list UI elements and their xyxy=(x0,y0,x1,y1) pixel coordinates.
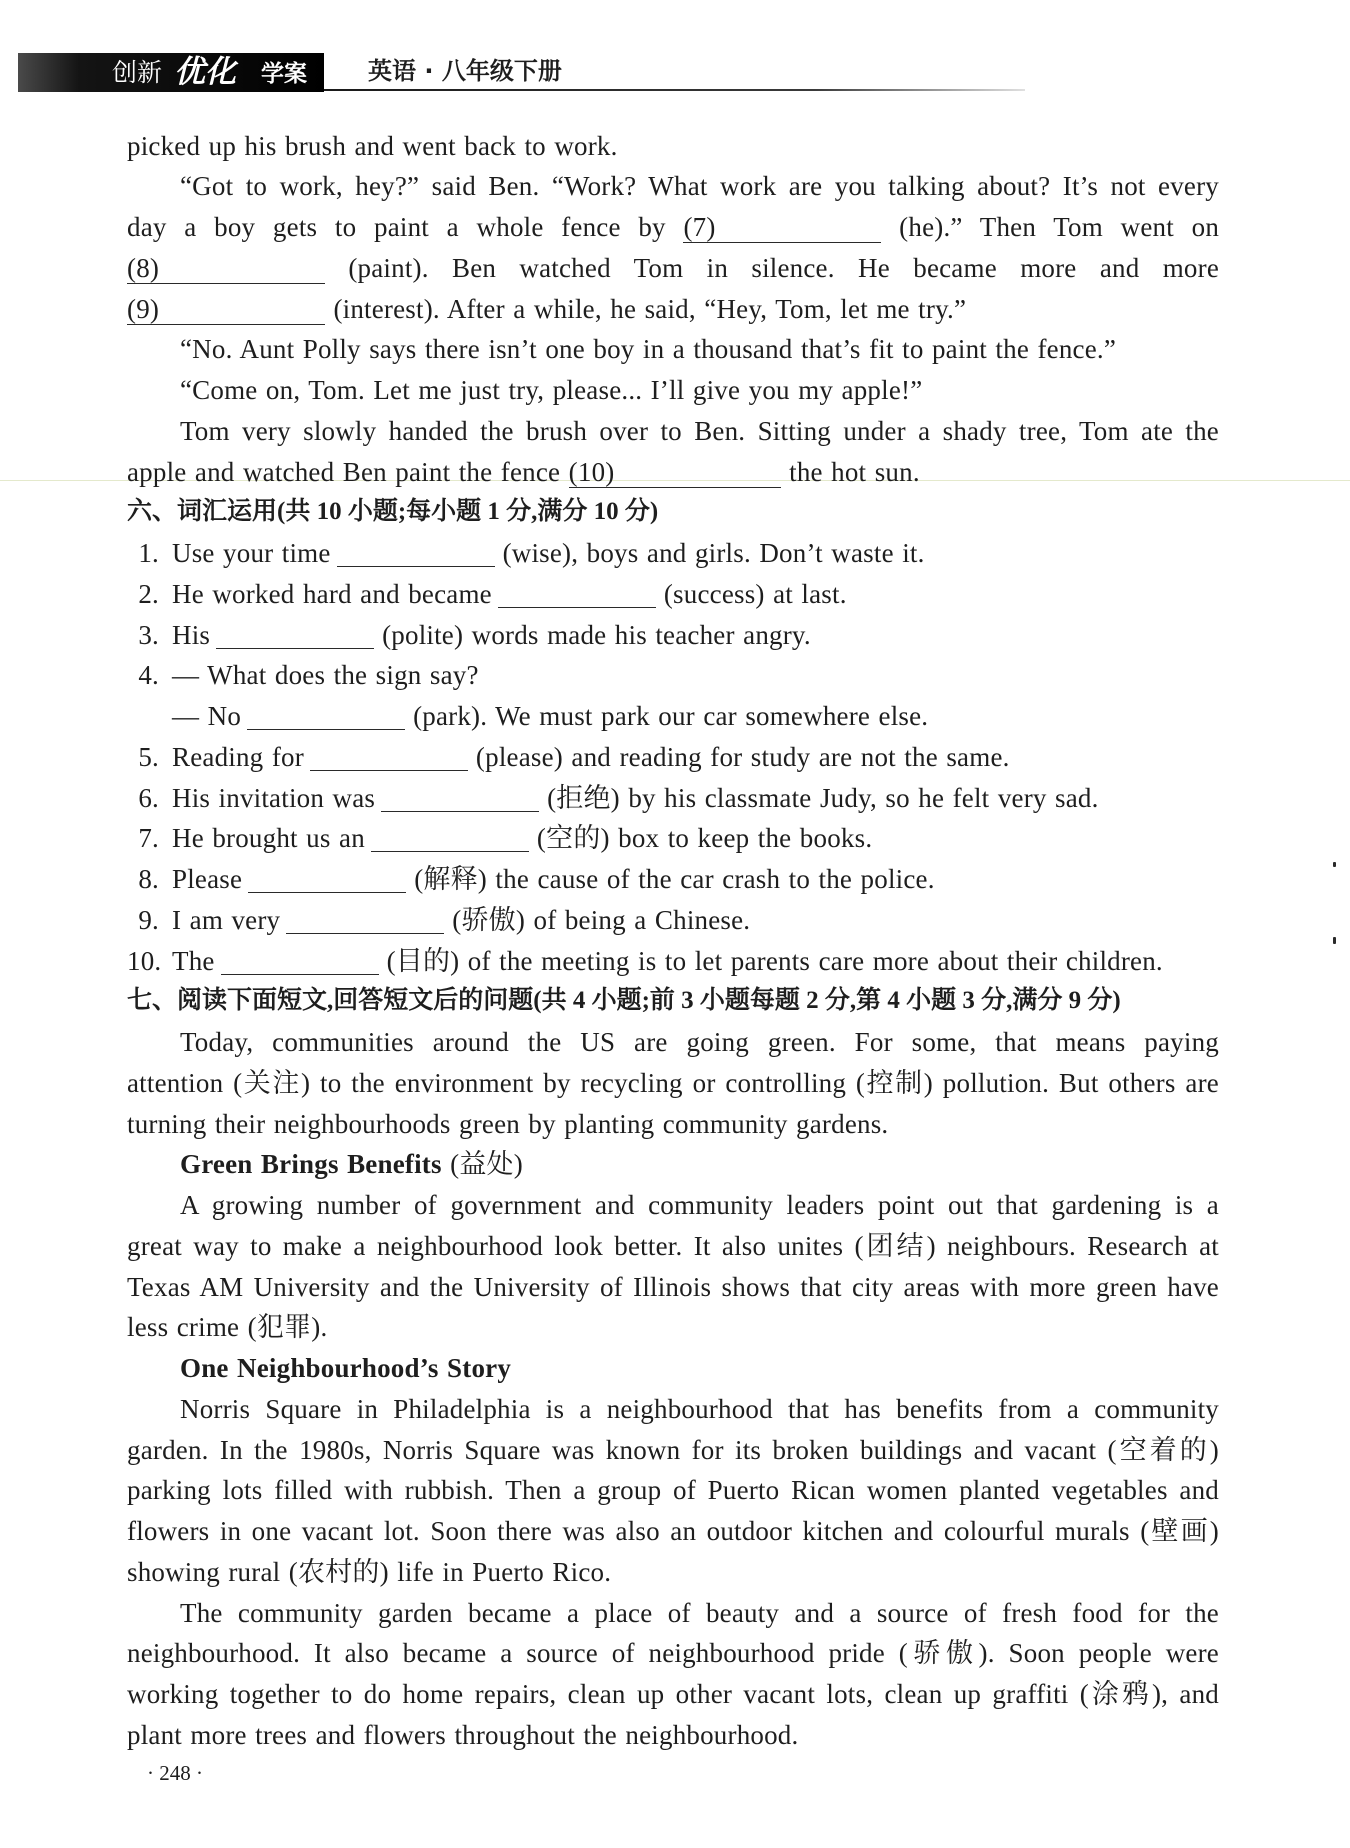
item-text: (解释) the cause of the car crash to the police. xyxy=(414,864,935,895)
vocab-item-8 xyxy=(127,859,1219,900)
reading-line: The community garden became a place of beauty and a source of fresh food for the xyxy=(180,1597,1219,1628)
reading-subheading-1 xyxy=(127,1144,1219,1185)
reading-line: working together to do home repairs, clean up other vacant lots, clean up graffiti (涂鸦), and xyxy=(127,1679,1219,1710)
item-number: 3. xyxy=(138,619,159,650)
reading-line: turning their neighbourhoods green by planting community gardens. xyxy=(127,1108,889,1139)
answer-blank xyxy=(371,827,529,852)
answer-blank xyxy=(286,909,444,934)
item-text: (空的) box to keep the books. xyxy=(536,823,873,854)
story-text: apple and watched Ben paint the fence xyxy=(127,456,561,487)
item-number: 2. xyxy=(138,578,159,609)
vocab-item-2 xyxy=(127,574,1219,615)
item-number: 8. xyxy=(138,864,159,895)
story-line xyxy=(127,370,1219,411)
story-text: (interest). After a while, he said, “Hey, Tom, let me try.” xyxy=(333,293,967,324)
item-text: Use your time xyxy=(172,538,331,569)
page-number: · 248 · xyxy=(147,1761,203,1785)
vocab-item-4-question xyxy=(127,655,1219,696)
vocab-item-10 xyxy=(127,941,1219,982)
item-text: (park). We must park our car somewhere else. xyxy=(413,701,929,732)
answer-blank xyxy=(498,583,656,608)
story-text: picked up his brush and went back to work. xyxy=(127,130,618,161)
vocab-item-4-answer xyxy=(127,696,1219,737)
reading-line: garden. In the 1980s, Norris Square was known for its broken buildings and vacant (空着的) xyxy=(127,1434,1219,1465)
vocab-item-7 xyxy=(127,818,1219,859)
story-line xyxy=(127,126,1219,167)
story-line xyxy=(127,452,1219,493)
item-text: He worked hard and became xyxy=(172,578,492,609)
answer-blank xyxy=(381,787,539,812)
section-6-title: 六、词汇运用(共 10 小题;每小题 1 分,满分 10 分) xyxy=(127,498,659,526)
item-text: His invitation was xyxy=(172,782,376,813)
story-text: “No. Aunt Polly says there isn’t one boy in a thousand that’s fit to paint the fence.” xyxy=(180,334,1117,365)
item-text: — No xyxy=(172,701,242,732)
vocab-item-5 xyxy=(127,737,1219,778)
answer-blank xyxy=(221,950,379,975)
reading-line: showing rural (农村的) life in Puerto Rico. xyxy=(127,1556,612,1587)
answer-blank-10: (10) xyxy=(569,459,781,488)
reading-line: Texas AM University and the University of Illinois shows that city areas with more green have xyxy=(127,1271,1219,1302)
brand-banner xyxy=(18,53,324,92)
reading-line: great way to make a neighbourhood look better. It also unites (团结) neighbours. Research at xyxy=(127,1230,1219,1261)
subheading-text: Green Brings Benefits xyxy=(180,1149,442,1180)
header-rule xyxy=(324,89,1025,91)
reading-line: parking lots filled with rubbish. Then a group of Puerto Rican women planted vegetables and xyxy=(127,1475,1219,1506)
item-text: He brought us an xyxy=(172,823,365,854)
brand-text-part-3: 学案 xyxy=(261,61,307,87)
story-text: (he).” Then Tom went on xyxy=(899,212,1220,243)
story-text: Tom very slowly handed the brush over to Ben. Sitting under a shady tree, Tom ate the xyxy=(180,415,1219,446)
book-subject-title: 英语 · 八年级下册 xyxy=(368,57,562,85)
story-line xyxy=(127,207,1219,248)
answer-blank xyxy=(248,868,406,893)
item-text: His xyxy=(172,619,211,650)
item-text: (polite) words made his teacher angry. xyxy=(382,619,811,650)
reading-line: less crime (犯罪). xyxy=(127,1312,328,1343)
page-body xyxy=(127,126,1219,1756)
vocab-item-6 xyxy=(127,778,1219,819)
item-text: (please) and reading for study are not the same. xyxy=(475,741,1010,772)
item-number: 10. xyxy=(127,945,162,976)
reading-line: plant more trees and flowers throughout the neighbourhood. xyxy=(127,1719,799,1750)
item-text: (success) at last. xyxy=(663,578,847,609)
item-text: (骄傲) of being a Chinese. xyxy=(452,904,751,935)
reading-line: neighbourhood. It also became a source of neighbourhood pride (骄傲). Soon people were xyxy=(127,1638,1219,1669)
story-line xyxy=(127,289,1219,330)
reading-line: Today, communities around the US are going green. For some, that means paying xyxy=(180,1027,1219,1058)
story-text: (paint). Ben watched Tom in silence. He became more and more xyxy=(348,252,1220,283)
story-text: “Got to work, hey?” said Ben. “Work? What work are you talking about? It’s not every xyxy=(180,171,1219,202)
reading-line: flowers in one vacant lot. Soon there was also an outdoor kitchen and colourful murals (壁画) xyxy=(127,1516,1219,1547)
vocab-item-3 xyxy=(127,615,1219,656)
story-text: day a boy gets to paint a whole fence by xyxy=(127,212,666,243)
story-text: the hot sun. xyxy=(789,456,920,487)
item-text: (目的) of the meeting is to let parents care more about their children. xyxy=(386,945,1163,976)
item-number: 7. xyxy=(138,823,159,854)
answer-blank xyxy=(337,542,495,567)
item-number: 1. xyxy=(138,538,159,569)
item-number: 6. xyxy=(138,782,159,813)
answer-blank-8: (8) xyxy=(127,255,325,284)
reading-line: A growing number of government and community leaders point out that gardening is a xyxy=(180,1190,1219,1221)
story-line xyxy=(127,411,1219,452)
item-text: I am very xyxy=(172,904,281,935)
vocab-item-1 xyxy=(127,533,1219,574)
vocab-item-9 xyxy=(127,900,1219,941)
item-text: — What does the sign say? xyxy=(172,660,479,691)
reading-line: attention (关注) to the environment by recycling or controlling (控制) pollution. But others are xyxy=(127,1067,1219,1098)
scan-speck xyxy=(1333,862,1336,867)
section-7-title: 七、阅读下面短文,回答短文后的问题(共 4 小题;前 3 小题每题 2 分,第 4 小题 3 分,满分 9 分) xyxy=(127,987,1121,1015)
item-number: 5. xyxy=(138,741,159,772)
answer-blank xyxy=(216,624,374,649)
story-text: “Come on, Tom. Let me just try, please... I’ll give you my apple!” xyxy=(180,375,923,406)
answer-blank xyxy=(247,705,405,730)
reading-line: Norris Square in Philadelphia is a neighbourhood that has benefits from a community xyxy=(180,1393,1219,1424)
item-text: The xyxy=(172,945,215,976)
story-line xyxy=(127,329,1219,370)
scan-speck xyxy=(1333,937,1336,944)
subheading-gloss: (益处) xyxy=(450,1149,523,1180)
item-text: Please xyxy=(172,864,243,895)
item-text: Reading for xyxy=(172,741,304,772)
story-line xyxy=(127,166,1219,207)
answer-blank-7: (7) xyxy=(683,214,881,243)
story-line xyxy=(127,248,1219,289)
brand-text-part-2: 优化 xyxy=(174,54,236,90)
reading-subheading-2: One Neighbourhood’s Story xyxy=(180,1353,512,1384)
brand-text-part-1: 创新 xyxy=(112,58,163,87)
answer-blank xyxy=(310,746,468,771)
answer-blank-9: (9) xyxy=(127,296,325,325)
item-text: (wise), boys and girls. Don’t waste it. xyxy=(502,538,925,569)
item-number: 9. xyxy=(138,904,159,935)
item-text: (拒绝) by his classmate Judy, so he felt very sad. xyxy=(547,782,1099,813)
item-number: 4. xyxy=(138,660,159,691)
